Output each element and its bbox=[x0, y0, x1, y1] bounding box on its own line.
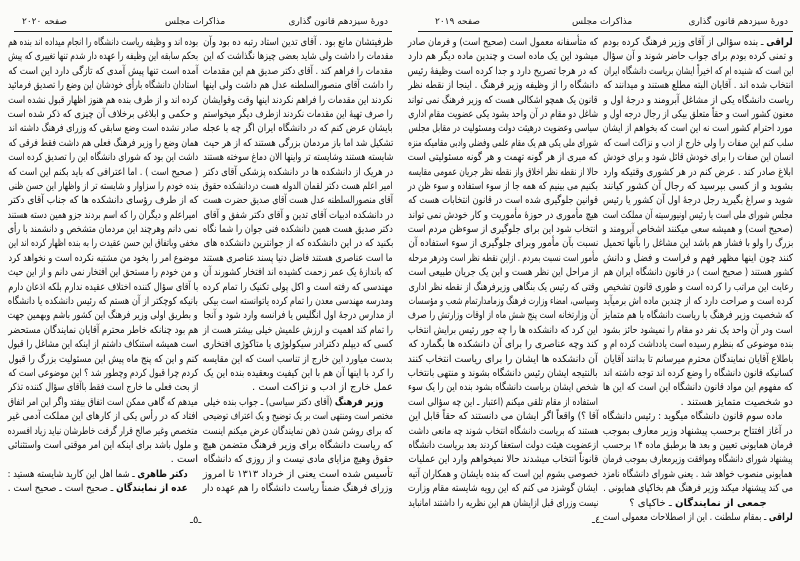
line-content: همایونی منصوب خواهد شد . یعنی شورای دانشگاه نامزد bbox=[603, 468, 793, 480]
line-content bbox=[171, 453, 198, 467]
line-content: مقدمات را داشت ولی شاید بعضی چیزها نگذاشت که این bbox=[203, 51, 393, 63]
line-content: دکتر صدیق هست همین دانشکده فنی جوان را شما نگاه bbox=[203, 224, 393, 236]
text-line bbox=[8, 137, 198, 151]
line-content: بالنتیجه ایشان رئیس دانشگاه بشوند و منتهی بانتخاب bbox=[408, 367, 598, 379]
header-rule bbox=[14, 31, 392, 32]
line-content: مورد احترام کشور است نه این است که بخواهم از ایشان bbox=[603, 123, 793, 135]
text-line bbox=[8, 309, 198, 323]
text-line bbox=[408, 50, 598, 64]
text-line bbox=[203, 468, 393, 482]
text-line bbox=[8, 180, 198, 194]
text-line bbox=[203, 65, 393, 79]
text-line bbox=[8, 367, 198, 381]
text-line bbox=[408, 122, 598, 136]
line-content: استفاده از مقام تلقی میکنم (اعتبار ـ این چه سؤالی است bbox=[408, 396, 598, 408]
line-content: انتخاب شده اند . آقایان البته مطلع هستند و میدانند که bbox=[603, 80, 793, 92]
text-line bbox=[203, 338, 393, 352]
line-content: کسی که دیپلم دکترادر سیکولوژی یا متاکوژی افتخاری bbox=[203, 339, 393, 351]
line-content bbox=[603, 410, 783, 424]
line-content: شایسته هستند وشایسته تر واینها الان دماغ سوخته هستند bbox=[203, 152, 393, 164]
line-text: عمل خارج از ادب و نزاکت است . bbox=[252, 382, 393, 394]
line-content: که مبری از هر گونه تهمت و هر گونه مسئولیتی است bbox=[408, 152, 598, 164]
line-content: بایشان عرض کنم که در دانشگاه ایران اگر چه با عجله bbox=[203, 123, 393, 135]
text-line bbox=[603, 281, 793, 295]
text-line bbox=[603, 396, 793, 410]
text-line bbox=[603, 453, 793, 467]
header-rule bbox=[418, 31, 793, 32]
text-line bbox=[603, 367, 793, 381]
line-content: کرده اند و از طرف بنده هم هنوز اظهار قبول نشده است bbox=[8, 94, 198, 106]
line-content bbox=[8, 468, 188, 482]
text-line bbox=[408, 353, 598, 367]
text-line bbox=[203, 353, 393, 367]
text-line bbox=[408, 295, 598, 309]
line-text: می کند پیشنهاد میکند وزیر فرهنگ هم بخاکپای همایونی . bbox=[603, 483, 793, 495]
line-content: ریاست دانشگاه یکی از مشاغل آبرومند و درجهٔ اول و bbox=[603, 94, 793, 106]
line-content: مهندسی که رفته است و اکل پولی تکنیک را تمام کرده bbox=[203, 281, 393, 293]
text-line bbox=[603, 79, 793, 93]
line-content: قانون یک همچو اشکالی هست که وزیر فرهنگ نمی تواند bbox=[408, 94, 598, 106]
text-line bbox=[408, 79, 598, 93]
text-line bbox=[603, 180, 793, 194]
line-content: کردم چرا قبول کردم وچطور شد ؟ این موضوعی است که bbox=[8, 367, 198, 379]
text-line bbox=[603, 425, 793, 439]
line-content: بوده اند و وظیفه ریاست دانشگاه را انجام میداده اند بنده هم bbox=[8, 37, 198, 48]
text-line bbox=[408, 410, 598, 424]
line-content: (صحیح است) و همیشه سعی میکنند اشخاص آبرومند و bbox=[603, 224, 793, 236]
column-left bbox=[8, 36, 198, 497]
line-content: در آغاز افتتاح برحسب پیشنهاد وزیر معارف بموجب bbox=[603, 425, 793, 437]
line-content: شاغل دو مقام در آن واحد بشود یکی عضویت مقام اداری bbox=[408, 108, 598, 120]
column-left bbox=[408, 36, 598, 511]
speaker-name: دکتر طاهری bbox=[137, 468, 188, 480]
text-line bbox=[603, 50, 793, 64]
header-page-number: صفحه ۲۰۲۰ bbox=[22, 17, 68, 27]
text-line bbox=[8, 209, 198, 223]
line-content bbox=[603, 36, 793, 50]
text-line bbox=[203, 237, 393, 251]
line-content: امیر اعلم هست دکتر لقمان الدوله هست دردانشکده حقوق bbox=[203, 180, 393, 192]
text-line bbox=[603, 209, 793, 223]
text-line bbox=[603, 511, 793, 525]
line-content: قانوناً انتخاب میشدند حالا نمیخواهم وارد این عملیات bbox=[408, 454, 598, 466]
line-content: را داشت آقای منصورالسلطنه عدل هم داشت ولی اینها bbox=[203, 80, 393, 92]
line-content: که باندازهٔ یک عمر زحمت کشیده اند افتخار کشورند آن bbox=[203, 267, 393, 279]
line-content: شوید و سراغ بگیرید رجل درجهٔ اول آن کشور یا رئیس bbox=[603, 195, 793, 207]
text-line bbox=[203, 223, 393, 237]
text-line bbox=[203, 209, 393, 223]
text-line bbox=[408, 151, 598, 165]
line-content: کسانیکه قانون دانشگاه را وضع کرده اند توجه داشته اند bbox=[603, 367, 793, 379]
line-content: قوانین جلوگیری شده است در قانون انتخابات هست که bbox=[408, 195, 598, 207]
line-content: کرده است و صراحت دارد که از چندین ماده اش برمیآید bbox=[603, 296, 793, 308]
line-content: آقا ؟) واقعاً اگر ایشان می دانستند که حقاً قابل این bbox=[408, 411, 598, 423]
text-line bbox=[203, 151, 393, 165]
header-title: مذاکرات مجلس bbox=[572, 17, 633, 27]
text-line bbox=[408, 439, 598, 453]
text-line bbox=[603, 266, 793, 280]
text-line bbox=[408, 482, 598, 496]
line-content: نمی دانم وهرچند این مردمان متشخص و دانشمند با رأی bbox=[8, 224, 198, 236]
text-line bbox=[8, 166, 198, 180]
text-line bbox=[203, 453, 393, 467]
line-content: میدهم که گاهی ممکن است اتفاق بیفتد واگر این امر اتفاق bbox=[8, 396, 198, 408]
text-line bbox=[408, 381, 598, 395]
text-line bbox=[603, 237, 793, 251]
line-content: نیست وزرای قبل ازایشان هم این نظریه را داشتند امانباید bbox=[408, 497, 598, 509]
text-line bbox=[603, 151, 793, 165]
line-content: رعایت این مراتب را کرده است و طوری قانون تشخیص bbox=[603, 281, 793, 293]
text-line bbox=[8, 36, 198, 50]
right-page bbox=[400, 0, 800, 561]
line-content: مجلس شورای ملی است یا رئیس اونیورسیته آن مملکت است bbox=[603, 209, 793, 221]
line-content: مختصر است ومنتهی است بر یک توضیح و یک اعتراف توضیحی bbox=[203, 411, 393, 423]
line-content: نکردند این مقدمات را فراهم نکردند اینها وقت وقوایشان bbox=[203, 94, 393, 106]
line-content: و ملول باشد برای اینکه این امر موقتی است واستثنائی bbox=[8, 439, 198, 451]
text-line bbox=[203, 79, 393, 93]
line-content: متخصص وغیر صالح قرار گرفت خاطرشان نباید زیاد افسرده bbox=[8, 425, 198, 437]
text-line bbox=[408, 396, 598, 410]
line-content: که در هرجا تصریح دارد و جدا کرده است وظیفهٔ رئیس bbox=[408, 65, 598, 77]
text-line bbox=[408, 94, 598, 108]
line-content: و بطریق اولی وزیر فرهنگ این کشور باشم وبهمین جهت bbox=[8, 310, 198, 322]
line-content: بنده خودم را سزاوار و شایسته تر از واظهار این حسن ظنی bbox=[8, 180, 198, 192]
text-line bbox=[203, 324, 393, 338]
line-content: که از طرف رؤسای دانشکده ها که جناب آقای دکتر bbox=[8, 195, 198, 207]
line-content: کنم و این که پنج ماه پیش این مسئولیت بزرگ را قبول bbox=[8, 353, 198, 365]
text-line bbox=[603, 65, 793, 79]
line-content: مقدمات را فراهم کند . آقای دکتر صدیق هم این مقدمات bbox=[203, 65, 393, 77]
text-line bbox=[8, 151, 198, 165]
line-content: تأسیس شده است یعنی از خرداد ۱۳۱۳ تا امروز bbox=[203, 468, 393, 480]
line-content: استادان دانشگاه بارأی خودشان این وضع را تصدیق فرمائید bbox=[8, 80, 198, 92]
line-content: فرمان همایونی تعیین و بعد ها برطبق ماده ۱۴ برحسب bbox=[603, 439, 793, 451]
text-line bbox=[408, 108, 598, 122]
line-content: که مفهوم این مواد قانون دانشگاه این است که این ها bbox=[603, 382, 793, 394]
header-session: دورهٔ سیزدهم قانون گذاری bbox=[288, 17, 388, 27]
header-title: مذاکرات مجلس bbox=[165, 17, 226, 27]
line-content: این کرد که دانشکده ها را چه جور رئیس برایش انتخاب bbox=[408, 324, 598, 336]
text-line bbox=[603, 497, 793, 511]
text-line bbox=[8, 353, 198, 367]
line-text: دو شخصیت متمایز هستند . bbox=[680, 396, 793, 408]
text-line bbox=[408, 36, 598, 50]
line-content: ابلاغ صادر کند . عرض کنم در هر کشوری وقتیکه وارد bbox=[603, 166, 793, 178]
line-content: در هریک از دانشکده ها در دانشکده پزشکی آقای دکتر bbox=[203, 166, 393, 178]
line-content: حالا از نقطه نظر اخلاق واز نقطه نظر جریان عمومی مقایسه bbox=[408, 166, 598, 178]
speaker-name: جمعی از نمایندگان bbox=[674, 497, 767, 509]
line-content: ومدرسه مهندسی معدن را تمام کرده یاتوانسته است بیکی bbox=[203, 296, 393, 308]
text-line bbox=[8, 453, 198, 467]
text-line bbox=[603, 410, 793, 424]
text-line bbox=[603, 295, 793, 309]
column-right bbox=[603, 36, 793, 525]
text-line bbox=[408, 194, 598, 208]
line-content: ظرفیتشان مانع بود . آقای تدین استاد رتبه ده بود وآن bbox=[203, 37, 393, 48]
line-content: شورای ملی یکی هم یک مقام علمی وفضلی وادبی مقامیکه منزه bbox=[408, 137, 598, 149]
line-content: بنده موضوعی که بنظرم رسیده است یادداشت کرده ام و bbox=[603, 339, 793, 351]
text-line bbox=[603, 223, 793, 237]
text-line bbox=[8, 194, 198, 208]
line-content: وسیاسی، امضاء وزارت فرهنگ وزمامدارتمام شعب و مؤسسات bbox=[408, 296, 598, 308]
line-content: با آقای سؤال کننده اختلاف عقیده ندارم بلکه اذعان دارم bbox=[8, 281, 198, 293]
text-line bbox=[603, 166, 793, 180]
line-content: بزرگ را ولو با فشار هم باشد این مشاغل را بآنها تحمیل bbox=[603, 238, 793, 250]
line-content: نسبت بآن مأمور وبرای جلوگیری از سوء استفاده آن bbox=[408, 238, 598, 250]
line-content: است ودر آن واحد یک نفر دو مقام را نمیشود حائز بشود bbox=[603, 324, 793, 336]
text-line bbox=[408, 65, 598, 79]
text-line bbox=[8, 410, 198, 424]
line-content: سلب کنم این صفات را ولی خارج از ادب و نزاکت است که bbox=[603, 137, 793, 149]
line-content: بحکم سابقه این وظیفه را عهده دار شدم تنها تغییری که پیش bbox=[8, 51, 198, 63]
line-content: تشکیل شد اما باز مردمان بزرگی هستند که از هر حیث bbox=[203, 137, 393, 149]
text-line bbox=[408, 497, 598, 511]
line-text: ـ صحیح است ـ صحیح است . bbox=[8, 483, 117, 495]
text-line bbox=[408, 425, 598, 439]
text-line bbox=[8, 223, 198, 237]
text-line bbox=[603, 381, 793, 395]
text-line bbox=[408, 309, 598, 323]
text-line bbox=[408, 468, 598, 482]
text-line bbox=[603, 482, 793, 496]
text-line bbox=[408, 180, 598, 194]
line-content bbox=[681, 396, 794, 410]
text-line bbox=[8, 482, 198, 496]
line-content: بدست میاورد این خارج از تناسب است که این مقایسه bbox=[203, 353, 393, 365]
line-text: ـ بنده سؤالی از آقای وزیر فرهنگ کرده بودم bbox=[603, 37, 767, 48]
line-content: ازعضویت هیئت دولت استعفا کردند بعد بریاست دانشگاه bbox=[408, 439, 598, 451]
text-line bbox=[408, 281, 598, 295]
line-content: پیشنهاد شورای دانشگاه وموافقت وزیرمعارف بموجب فرمان bbox=[603, 454, 793, 466]
text-line bbox=[203, 50, 393, 64]
text-line bbox=[8, 122, 198, 136]
line-content: حقوق وهیچ مزایای مادی نیست و از روزی که دانشگاه bbox=[203, 454, 393, 466]
line-content: موضوع امر را بخود من مشتبه نکرده است و نخواهد کرد bbox=[8, 252, 198, 264]
header-session: دورهٔ سیزدهم قانون گذاری bbox=[688, 17, 788, 27]
speaker-name: وزیر فرهنگ bbox=[334, 396, 383, 408]
line-content: در دانشکده ادبیات آقای تدین و آقای دکتر شفق و آقای bbox=[203, 209, 393, 221]
text-line bbox=[408, 166, 598, 180]
text-line bbox=[408, 137, 598, 151]
line-content: باطلاع آقایان نمایندگان محترم میرسانم تا بدانند آقایان bbox=[603, 353, 793, 365]
line-content: داشت این بود که شورای دانشگاه این را تصدیق کرده است bbox=[8, 152, 198, 164]
text-line bbox=[603, 338, 793, 352]
line-content: و من خودم را مستحق این افتخار نمی دانم و از این حیث bbox=[8, 267, 198, 279]
page-number: ـ٤ـ bbox=[592, 515, 604, 526]
text-line bbox=[603, 252, 793, 266]
line-content: بکنیم می بینیم که همه جا از سوء استفاده و سوء ظن در bbox=[408, 180, 598, 192]
text-line bbox=[203, 367, 393, 381]
text-line bbox=[8, 338, 198, 352]
line-content: بکنید که در این دانشکده که از جوانترین دانشکده های bbox=[203, 238, 393, 250]
line-content: معنون کشور است و حقاً متعلق بیکی از رجال درجه اول و bbox=[603, 108, 793, 120]
text-line bbox=[203, 266, 393, 280]
text-line bbox=[408, 237, 598, 251]
text-line bbox=[603, 353, 793, 367]
text-line bbox=[8, 94, 198, 108]
line-text: ـ شما اهل این کارید شایسته هستید : bbox=[8, 468, 138, 480]
line-content bbox=[603, 511, 793, 525]
line-content bbox=[8, 482, 188, 496]
line-content: همان وضع را وزیر فرهنگ فعلی هم داشت فقط فرقی که bbox=[8, 137, 198, 149]
line-content: میشود این یک ماده است و چندین ماده دیگر هم دارد bbox=[408, 51, 598, 63]
line-content: و حکمی و ابلاغی برخلاف آن چیزی که ذکر شده است bbox=[8, 108, 198, 120]
line-content: آمده است تنها پیش آمدی که تازگی دارد این است که bbox=[8, 65, 198, 77]
line-content: هم بود چنانکه خاطر محترم آقایان نمایندگان مستحضر bbox=[8, 324, 198, 336]
text-line bbox=[203, 36, 393, 50]
text-line bbox=[408, 453, 598, 467]
text-line bbox=[408, 252, 598, 266]
line-content: امیراعلم و دیگران را که اسم بردند جزو همین دسته هستند bbox=[8, 209, 198, 221]
text-line bbox=[8, 65, 198, 79]
line-content: آن دانشکده ها ایشان را برای ریاست انتخاب کنند bbox=[408, 353, 598, 365]
header-page-number: صفحه ۲۰۱۹ bbox=[435, 17, 481, 27]
line-content: کنند چون اینها مظهر فهم و فراست و فضل و دانش bbox=[603, 252, 793, 264]
line-content: از مدارس درجهٔ اول انگلیس یا فرانسه وارد شود و آنجا bbox=[203, 310, 393, 322]
text-line bbox=[603, 468, 793, 482]
line-content: مأمور است نسبت بمردم . ازاین نقطه نظر است ودرهر مرحله bbox=[408, 252, 598, 264]
line-content: هستند که بریاست دانشگاه انتخاب شوند چه مانعی داشت bbox=[408, 425, 598, 437]
line-content: دانشگاه را از وظیفه وزیر فرهنگ . اینجا از نقطه نظر bbox=[408, 80, 598, 92]
line-content: شخص ایشان بریاست دانشگاه بشود بنده این را یک سوء bbox=[408, 382, 598, 394]
text-line bbox=[8, 425, 198, 439]
line-content: کند وچه عناصری را برای آن دانشکده ها بگمارد که bbox=[408, 339, 598, 351]
line-content: بشوید و از کسی بپرسید که رجال آن کشور کیانند bbox=[603, 180, 793, 192]
text-line bbox=[408, 223, 598, 237]
line-content: را تمام کند اهمیت و ارزش علمیش خیلی بیشتر هست از bbox=[203, 324, 393, 336]
line-text: ـ بمقام سلطنت . این از اصطلاحات معمولی است bbox=[603, 511, 770, 523]
text-line bbox=[8, 108, 198, 122]
line-content: ایشان گوشزد می کنم که این رویه شایسته مقام وزارت bbox=[408, 483, 598, 495]
text-line bbox=[8, 266, 198, 280]
text-line bbox=[603, 439, 793, 453]
line-text: ـ خاکپای ؟ bbox=[629, 497, 675, 509]
text-line bbox=[8, 79, 198, 93]
text-line bbox=[603, 194, 793, 208]
line-content: وزرای فرهنگ ضمناً ریاست دانشگاه را هم عهده دار bbox=[203, 483, 393, 495]
line-content: افتاد که در رأس یکی از کارهای این مملکت آدمی غیر bbox=[8, 411, 198, 423]
text-line bbox=[8, 237, 198, 251]
text-line bbox=[603, 137, 793, 151]
line-text: ماده سوم قانون دانشگاه میگوید : رئیس دانشگاه bbox=[603, 411, 783, 423]
page-number: ـ٥ـ bbox=[190, 515, 202, 526]
line-content: که متأسفانه معمول است (صحیح است) و فرمان صادر bbox=[408, 37, 598, 48]
line-content: و تمنی کرده بودم برای جواب حاضر شوند و آن سؤال bbox=[603, 51, 793, 63]
text-line bbox=[8, 468, 198, 482]
line-content: این است که شنیده ام که اخیراً ایشان بریاست دانشگاه ایران bbox=[603, 65, 793, 77]
speaker-name: لراقی bbox=[769, 511, 793, 523]
line-content: از بحث فعلی ما خارج است فقط باآقای سؤال کننده تذکر bbox=[8, 382, 198, 394]
text-line bbox=[8, 295, 198, 309]
line-content: که برای روشن شدن ذهن نمایندگان عرض میکنم اینست bbox=[203, 425, 393, 437]
text-line bbox=[8, 396, 198, 410]
line-content: است همیشه استنکاف داشتم از اینکه این مشاغل را قبول bbox=[8, 339, 198, 351]
speaker-name: لراقی bbox=[766, 37, 793, 48]
line-content: صادر نشده است وضع سابقی که وزرای فرهنگ داشته اند bbox=[8, 123, 198, 135]
line-content bbox=[603, 482, 793, 496]
line-content: بانیکه کوچکتر از آن هستم که رئیس دانشکده یا دانشگاه bbox=[8, 296, 198, 308]
text-line bbox=[408, 367, 598, 381]
text-line bbox=[8, 439, 198, 453]
line-content: آقای منصورالسلطنه عدل هست آقای صدیق حضرت هست bbox=[203, 195, 393, 207]
line-content: را کرد با اینها آن هم با این کیفیت وبعقیده بنده این یک bbox=[203, 367, 393, 379]
text-line bbox=[203, 482, 393, 496]
line-text: است . bbox=[170, 454, 198, 466]
line-content: آن وزارتخانه است پنج شش ماه از اوقات وزارتش را صرف bbox=[408, 310, 598, 322]
line-content: که ریاست دانشگاه برای وزیر فرهنگ متضمن هیچ bbox=[203, 439, 393, 451]
text-line bbox=[8, 281, 198, 295]
text-line bbox=[408, 266, 598, 280]
text-line bbox=[203, 410, 393, 424]
text-line bbox=[8, 50, 198, 64]
text-line bbox=[408, 338, 598, 352]
line-content bbox=[203, 396, 383, 410]
line-content: هیچ مأموری در حوزهٔ مأموریت و کار خودش نمی تواند bbox=[408, 209, 598, 221]
line-content: خصوصی بشوم این است که بنده بایشان و همکاران آتیه bbox=[408, 468, 598, 480]
line-text: (آقای دکتر سیاسی) ـ جواب بنده خیلی bbox=[203, 396, 335, 408]
speaker-name: عده از نمایندگان bbox=[116, 483, 188, 495]
text-line bbox=[603, 94, 793, 108]
line-content: کشور هستند ( صحیح است ) در قانون دانشگاه ایران هم bbox=[603, 267, 793, 279]
line-content bbox=[629, 497, 766, 511]
line-content: انسان این صفات را برای خودش قائل شود و برای خودش bbox=[603, 152, 793, 164]
line-content: انتخاب شود این برای جلوگیری از سوءظن مردم است bbox=[408, 224, 598, 236]
text-line bbox=[203, 194, 393, 208]
text-line bbox=[603, 309, 793, 323]
line-content: از مراحل این نظر هست و این یک جریان طبیعی است bbox=[408, 267, 598, 279]
line-content: مخفی وباتفاق این حسن عقیدت را به بنده اظهار کرده اند این bbox=[8, 238, 198, 250]
text-line bbox=[8, 381, 198, 395]
line-content: ( صحیح است ) . اما اعترافی که باید بکنم این است که bbox=[8, 166, 198, 178]
text-line bbox=[408, 324, 598, 338]
line-content: را صرف تهیهٔ این مقدمات نکردند ازطرف دیگر میخواستم bbox=[203, 108, 393, 120]
text-line bbox=[603, 122, 793, 136]
text-line bbox=[603, 36, 793, 50]
line-content: وقتی که رئیس یک بنگاهی وزیرفرهنگ از نقطه نظر اداری bbox=[408, 281, 598, 293]
line-content: که شخصیت وزیر فرهنگ با ریاست دانشگاه با هم متمایز bbox=[603, 310, 793, 322]
text-line bbox=[603, 108, 793, 122]
line-content: ما است عناصری هستند فاضل دنیا پسند عناصری هستند bbox=[203, 252, 393, 264]
line-content: سیاسی وعضویت درهیئت دولت ومسئولیت در مقابل مجلس bbox=[408, 123, 598, 135]
text-line bbox=[408, 209, 598, 223]
text-line bbox=[8, 324, 198, 338]
text-line bbox=[603, 324, 793, 338]
text-line bbox=[8, 252, 198, 266]
